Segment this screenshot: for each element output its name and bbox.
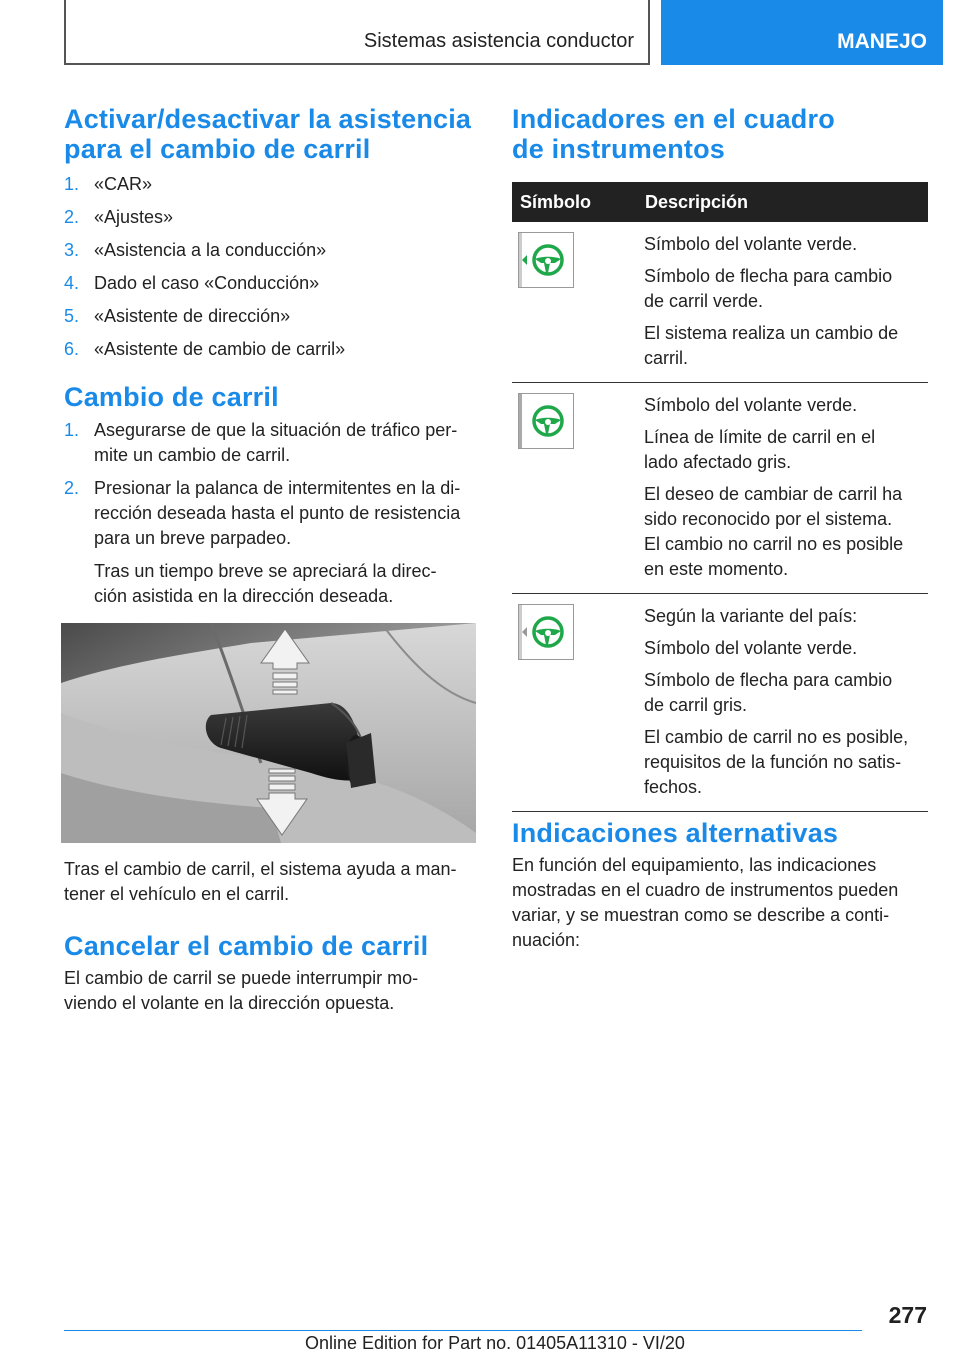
- list-item: 3. «Asistencia a la conducción»: [64, 240, 327, 260]
- col-symbol-header: Símbolo: [520, 192, 591, 212]
- page-number: 277: [888, 1302, 927, 1328]
- steering-wheel-lane-limit-icon: [518, 393, 574, 449]
- chapter-tab-label: MANEJO: [837, 30, 927, 53]
- list-item: 5. «Asistente de dirección»: [64, 306, 291, 326]
- heading-activate: Activar/desactivar la asistencia para el cambio de carril: [64, 104, 472, 164]
- activate-steps: [64, 172, 478, 370]
- section-title: Sistemas asistencia conductor: [363, 30, 634, 52]
- col-description-header: Descripción: [645, 192, 749, 212]
- steering-wheel-lane-change-grey-icon: [518, 604, 574, 660]
- heading-alternatives: Indicaciones alternativas: [512, 818, 839, 848]
- footer-edition: Online Edition for Part no. 01405A11310 - VI/20: [305, 1333, 685, 1353]
- row-description: Símbolo del volante verde. Símbolo de flecha para cambio de carril verde. El sistema realiza un cambio de carril.: [644, 234, 899, 368]
- list-item: 2. «Ajustes»: [64, 207, 174, 227]
- lane-change-steps: [64, 418, 478, 609]
- running-header: [64, 0, 650, 65]
- table-row: [512, 222, 928, 383]
- cancel-text: El cambio de carril se puede interrumpir mo- viendo el volante en la dirección opuesta.: [64, 968, 419, 1013]
- row-description: Según la variante del país: Símbolo del volante verde. Símbolo de flecha para cambio de carril gris. El cambio de carril no es posible, requisitos de la función no satis- fechos.: [644, 606, 909, 797]
- list-item: 1. Asegurarse de que la situación de tráfico per- mite un cambio de carril.: [64, 420, 458, 465]
- heading-cancel: Cancelar el cambio de carril: [64, 931, 429, 961]
- list-item: 2. Presionar la palanca de intermitentes en la di- rección deseada hasta el punto de resistencia para un breve parpadeo. Tras un tiempo breve se apreciará la direc- ción asistida en la dirección deseada.: [64, 478, 461, 606]
- row-description: Símbolo del volante verde. Línea de límite de carril en el lado afectado gris. El deseo de cambiar de carril ha sido reconocido por el sistema. El cambio no carril no es posible en este momento.: [644, 395, 904, 579]
- indicators-table: [512, 182, 928, 812]
- heading-indicators: Indicadores en el cuadro de instrumentos: [512, 104, 835, 164]
- after-lane-change-text: Tras el cambio de carril, el sistema ayuda a man- tener el vehículo en el carril.: [64, 859, 457, 904]
- list-item: 4. Dado el caso «Conducción»: [64, 273, 320, 293]
- chapter-tab[interactable]: [661, 0, 943, 65]
- list-item: 6. «Asistente de cambio de carril»: [64, 339, 346, 359]
- heading-lane-change: Cambio de carril: [64, 382, 279, 412]
- turn-signal-stalk-illustration: [61, 623, 476, 843]
- table-row: [512, 594, 928, 812]
- turn-signal-stalk-photo: [61, 623, 476, 843]
- list-item: 1. «CAR»: [64, 174, 153, 194]
- table-header: [512, 182, 928, 222]
- table-row: [512, 383, 928, 594]
- steering-wheel-lane-change-icon: [518, 232, 574, 288]
- footer-divider: [64, 1330, 862, 1331]
- alternatives-text: En función del equipamiento, las indicaciones mostradas en el cuadro de instrumentos pueden variar, y se muestran como se describe a conti- nuación:: [512, 855, 899, 950]
